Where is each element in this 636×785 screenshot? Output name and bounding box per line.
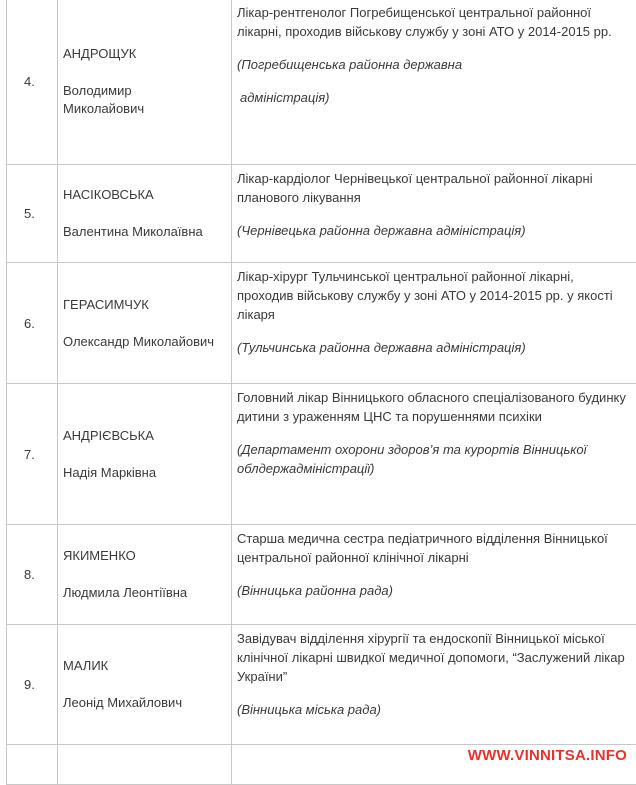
surname: АНДРОЩУК (63, 45, 231, 63)
organization-text: (Департамент охорони здоров’я та курортів Вінницької облдержадміністрації) (237, 440, 632, 478)
organization-text-continued: адміністрація) (237, 88, 632, 107)
row-number: 8. (7, 525, 58, 625)
row-number: 9. (7, 625, 58, 745)
row-number: 6. (7, 263, 58, 384)
organization-text: (Вінницька міська рада) (237, 700, 632, 719)
position-text: Лікар-рентгенолог Погребищенської центральної районної лікарні, проходив військову службу у зоні АТО у 2014-2015 рр. (237, 3, 632, 41)
person-name-cell (58, 525, 232, 625)
organization-text: (Вінницька районна рада) (237, 581, 632, 600)
surname: НАСІКОВСЬКА (63, 186, 231, 204)
given-name: Володимир Миколайович (63, 82, 173, 118)
person-name-cell (58, 0, 232, 165)
row-number: 4. (7, 0, 58, 165)
organization-text: (Тульчинська районна державна адміністрація) (237, 338, 632, 357)
person-name-cell (58, 625, 232, 745)
surname: АНДРІЄВСЬКА (63, 427, 231, 445)
position-text: Старша медична сестра педіатричного відділення Вінницької центральної районної клінічної лікарні (237, 529, 632, 567)
description-cell (232, 165, 636, 263)
table-row (7, 525, 636, 625)
description-cell (232, 625, 636, 745)
surname: ЯКИМЕНКО (63, 547, 231, 565)
person-name-cell (58, 263, 232, 384)
surname: ГЕРАСИМЧУК (63, 296, 231, 314)
given-name: Валентина Миколаївна (63, 223, 231, 241)
site-watermark: WWW.VINNITSA.INFO (468, 747, 627, 764)
table-row (7, 165, 636, 263)
description-cell (232, 263, 636, 384)
description-cell (232, 384, 636, 525)
row-number: 7. (7, 384, 58, 525)
given-name: Надія Марківна (63, 464, 231, 482)
organization-text: (Погребищенська районна державна (237, 55, 632, 74)
surname: МАЛИК (63, 657, 231, 675)
table-row (7, 384, 636, 525)
description-cell (232, 0, 636, 165)
given-name: Олександр Миколайович (63, 333, 231, 351)
position-text: Лікар-хірург Тульчинської центральної районної лікарні, проходив військову службу у зоні АТО у 2014-2015 рр. у якості лікаря (237, 267, 632, 324)
row-number: 5. (7, 165, 58, 263)
position-text: Лікар-кардіолог Чернівецької центральної районної лікарні планового лікування (237, 169, 632, 207)
person-name-cell (58, 165, 232, 263)
description-cell (232, 525, 636, 625)
person-name-cell (58, 384, 232, 525)
table-row (7, 625, 636, 745)
given-name: Людмила Леонтіївна (63, 584, 231, 602)
given-name: Леонід Михайлович (63, 694, 231, 712)
awards-table (6, 0, 636, 785)
position-text: Завідувач відділення хірургії та ендоскопії Вінницької міської клінічної лікарні швидкої медичної допомоги, “Заслужений лікар України” (237, 629, 632, 686)
position-text: Головний лікар Вінницького обласного спеціалізованого будинку дитини з ураженням ЦНС та порушеннями психіки (237, 388, 632, 426)
table-row (7, 0, 636, 165)
table-row (7, 263, 636, 384)
organization-text: (Чернівецька районна державна адміністрація) (237, 221, 632, 240)
